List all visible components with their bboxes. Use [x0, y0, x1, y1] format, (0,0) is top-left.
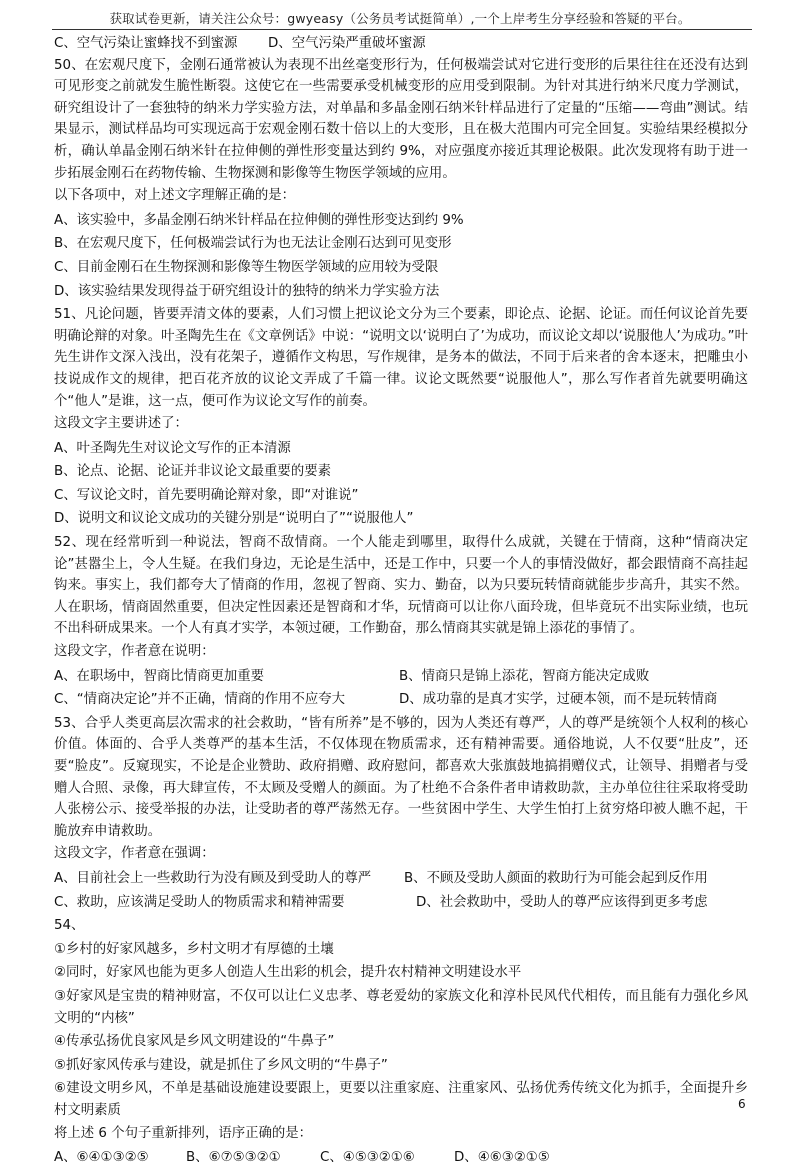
q51-option-a: A、叶圣陶先生对议论文写作的正本清源 — [54, 440, 291, 456]
q54-sentence-4: ④传承弘扬优良家风是乡风文明建设的“牛鼻子” — [54, 1034, 335, 1050]
q52-option-c: C、“情商决定论”并不正确，情商的作用不应夸大 — [54, 692, 346, 708]
q54-option-a: A、⑥④①③②⑤ — [54, 1150, 149, 1166]
q54-sentence-2: ②同时，好家风也能为更多人创造人生出彩的机会，提升农村精神文明建设水平 — [54, 965, 522, 981]
q52-option-b: B、情商只是锦上添花，智商方能决定成败 — [399, 668, 650, 684]
q50-stem: 50、在宏观尺度下，金刚石通常被认为表现不出丝毫变形行为，任何极端尝试对它进行变形的后果往往在还没有达到可见形变之前就发生脆性断裂。这使它在一些需要承受机械变形的应用受到限制。为针对其进行纳米尺度力学测试，研究组设计了一套独特的纳米力学实验方法，对单晶和多晶金刚石纳米针样品进行了定量的“压缩——弯曲”测试。结果显示，测试样品均可实现远高于宏观金刚石数十倍以上的大变形，且在极大范围内可完全回复。实验结果经模拟分析，确认单晶金刚石纳米针在拉伸侧的弹性形变量达到约 9%，对应强度亦接近其理论极限。此次发现将有助于进一步拓展金刚石在药物传输、生物探测和影像等生物医学领域的应用。 — [54, 57, 748, 181]
q53-options-row-1 — [54, 868, 748, 890]
q52-option-d: D、成功靠的是真才实学，过硬本领，而不是玩转情商 — [399, 692, 718, 708]
q54-sentence-3: ③好家风是宝贵的精神财富，不仅可以让仁义忠孝、尊老爱幼的家族文化和淳朴民风代代相传，而且能有力强化乡风文明的“内核” — [54, 988, 748, 1026]
q50-option-c: C、目前金刚石在生物探测和影像等生物医学领域的应用较为受限 — [54, 259, 439, 275]
q54-question: 将上述 6 个句子重新排列，语序正确的是： — [54, 1125, 313, 1141]
header-banner: 获取试卷更新，请关注公众号：gwyeasy（公务员考试挺简单）,一个上岸考生分享经验和答疑的平台。 — [109, 11, 691, 26]
q51-option-c: C、写议论文时，首先要明确论辩对象，即“对谁说” — [54, 487, 359, 503]
q49-option-d: D、空气污染严重破坏蜜源 — [268, 36, 426, 51]
q53-option-d: D、社会救助中，受助人的尊严应该得到更多考虑 — [416, 894, 708, 910]
page-number: 6 — [738, 1097, 746, 1111]
q51-stem: 51、凡论问题，皆要弄清文体的要素，人们习惯上把议论文分为三个要素，即论点、论据、论证。而任何议论首先要明确论辩的对象。叶圣陶先生在《文章例话》中说：“说明文以‘说明白了’为成功，而议论文却以‘说服他人’为成功。”叶先生讲作文深入浅出，没有花架子，遵循作文构思，写作规律，是务本的做法，不同于后来者的舍本逐末，把雕虫小技说成作文的规律，把百花齐放的议论文弄成了千篇一律。议论文既然要“说服他人”，那么写作者首先就要明确这个“他人”是谁，这一点，便可作为议论文写作的前奏。 — [54, 307, 748, 409]
q51-question: 这段文字主要讲述了： — [54, 416, 188, 432]
q53-options-row-2 — [54, 892, 748, 914]
q53-option-b: B、不顾及受助人颜面的救助行为可能会起到反作用 — [404, 870, 708, 886]
q52-options-row-1 — [54, 666, 748, 688]
q51-option-b: B、论点、论据、论证并非议论文最重要的要素 — [54, 464, 331, 480]
q50-question: 以下各项中，对上述文字理解正确的是： — [54, 188, 296, 204]
q54-option-d: D、④⑥③②①⑤ — [454, 1150, 550, 1166]
q54-option-c: C、④⑤③②①⑥ — [320, 1150, 415, 1166]
q52-option-a: A、在职场中，智商比情商更加重要 — [54, 668, 265, 684]
q50-option-b: B、在宏观尺度下，任何极端尝试行为也无法让金刚石达到可见变形 — [54, 236, 452, 252]
q52-question: 这段文字，作者意在说明： — [54, 644, 215, 660]
q52-options-row-2 — [54, 689, 748, 711]
q54-sentence-5: ⑤抓好家风传承与建设，就是抓住了乡风文明的“牛鼻子” — [54, 1057, 388, 1073]
q53-stem: 53、合乎人类更高层次需求的社会救助，“皆有所养”是不够的，因为人类还有尊严，人的尊严是统领个人权利的核心价值。体面的、合乎人类尊严的基本生活，不仅体现在物质需求，还有精神需要。通俗地说，人不仅要“肚皮”，还要“脸皮”。反窥现实，不论是企业赞助、政府捐赠、政府慰问，都喜欢大张旗鼓地搞捐赠仪式，让领导、捐赠者与受赠人合照、录像，再大肆宣传，不太顾及受赠人的颜面。为了杜绝不合条件者申请救助款，主办单位往往采取将受助人张榜公示、接受举报的办法，让受助者的尊严荡然无存。一些贫困中学生、大学生怕打上贫穷烙印被人瞧不起，干脆放弃申请救助。 — [54, 715, 748, 839]
q51-option-d: D、说明文和议论文成功的关键分别是“说明白了”“说服他人” — [54, 511, 414, 527]
q49-option-c: C、空气污染让蜜蜂找不到蜜源 — [54, 36, 238, 51]
q54-option-b: B、⑥⑦⑤③②① — [186, 1150, 281, 1166]
q54-sentence-6: ⑥建设文明乡风，不单是基础设施建设要跟上，更要以注重家庭、注重家风、弘扬优秀传统文化为抓手，全面提升乡村文明素质 — [54, 1081, 748, 1118]
header-divider — [52, 29, 752, 30]
q50-option-d: D、该实验结果发现得益于研究组设计的独特的纳米力学实验方法 — [54, 283, 440, 299]
q49-options-row — [54, 33, 748, 55]
q52-stem: 52、现在经常听到一种说法，智商不敌情商。一个人能走到哪里，取得什么成就，关键在于情商，这种“情商决定论”甚嚣尘上，令人生疑。在我们身边，无论是生活中，还是工作中，只要一个人的事情没做好，都会跟情商不高挂起钩来。事实上，我们都夸大了情商的作用，忽视了智商、实力、勤奋，以为只要玩转情商就能步步高升，其实不然。人在职场，情商固然重要，但决定性因素还是智商和才华，玩情商可以让你八面玲珑，但毕竟玩不出实际业绩，也玩不出科研成果来。一个人有真才实学，本领过硬，工作勤奋，那么情商其实就是锦上添花的事情了。 — [54, 535, 748, 637]
q53-option-c: C、救助，应该满足受助人的物质需求和精神需要 — [54, 894, 345, 910]
q53-question: 这段文字，作者意在强调： — [54, 846, 215, 862]
q50-option-a: A、该实验中，多晶金刚石纳米针样品在拉伸侧的弹性形变达到约 9% — [54, 212, 464, 228]
q54-options-row — [54, 1147, 748, 1169]
q54-number: 54、 — [54, 918, 85, 934]
q54-sentence-1: ①乡村的好家风越多，乡村文明才有厚德的土壤 — [54, 941, 334, 957]
q53-option-a: A、目前社会上一些救助行为没有顾及到受助人的尊严 — [54, 870, 372, 886]
exam-page-content — [54, 33, 748, 1169]
